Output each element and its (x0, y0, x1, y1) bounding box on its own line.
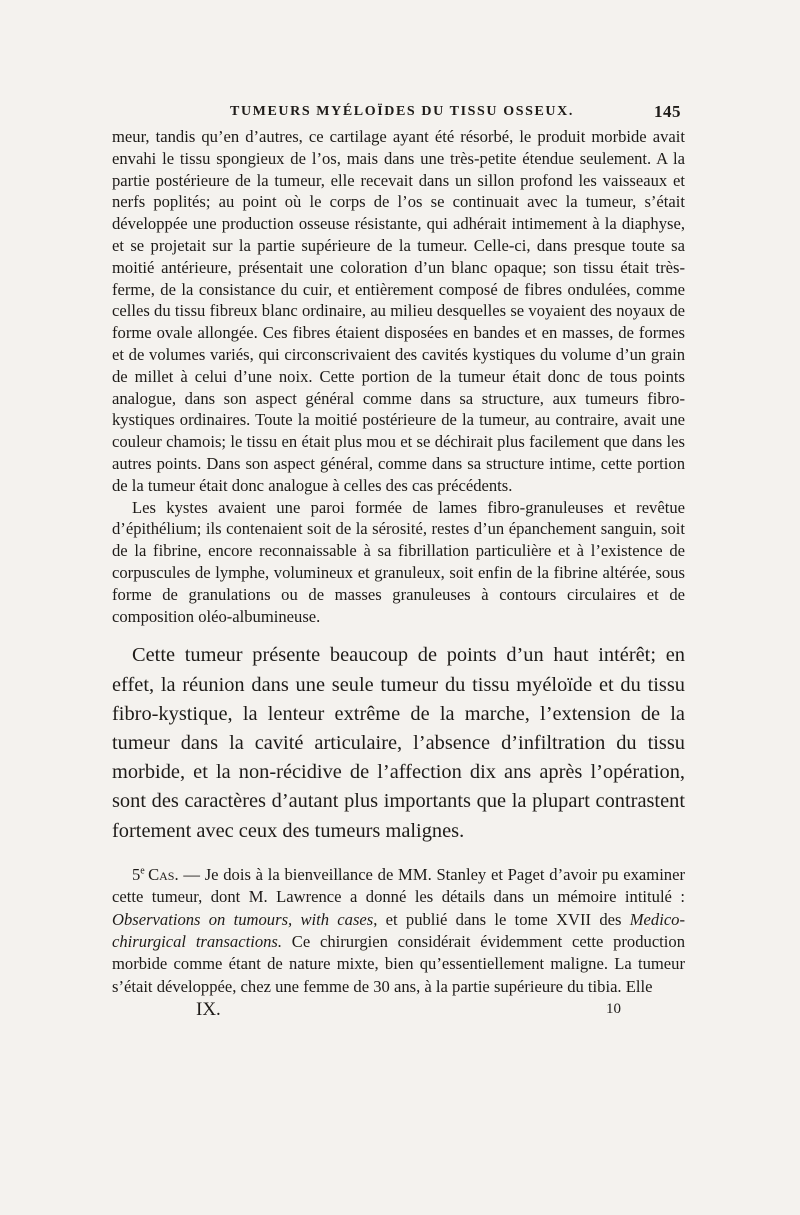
page-footer (112, 999, 685, 1025)
case-label: Cas. (148, 864, 179, 884)
paragraph-3: Cette tumeur présente beaucoup de points d’un haut intérêt; en effet, la réunion dans une seule tumeur du tissu myéloïde et du tissu fibro-kystique, la lenteur extrême de la marche, l’extension de la tumeur dans la cavité articulaire, l’absence d’infiltration du tissu morbide, et la non-récidive de l’affection dix ans après l’opération, sont des caractères d’autant plus importants que la plupart contrastent fortement avec ceux des tumeurs malignes. (112, 644, 685, 842)
running-head (112, 100, 685, 126)
case-text-b: , et publié dans le tome XVII des (373, 909, 630, 929)
case-number: 5 (132, 864, 141, 884)
sheet-number: 10 (606, 1001, 621, 1018)
paragraph-2: Les kystes avaient une paroi formée de lames fibro-granuleuses et revêtue d’épithélium; ils contenaient soit de la sérosité, restes d’un épanchement sanguin, soit de la fibrine, encore reconnaissable à sa fibrillation particulière et à l’existence de corpuscules de lymphe, volumineux et granuleux, soit enfin de la fibrine altérée, sous forme de granulations ou de masses granuleuses à contours circulaires et de composition oléo-albumineuse. (112, 497, 685, 626)
page-number: 145 (654, 102, 681, 121)
case-text-c: Ce chirurgien considérait évidemment cette production morbide comme étant de nature mixte, bien qu’essentiellement maligne. La tumeur s’était développée, chez une femme de 30 ans, à la partie supérieure du tibia. Elle (112, 931, 685, 996)
running-title: TUMEURS MYÉLOÏDES DU TISSU OSSEUX. (230, 104, 574, 119)
book-page (112, 100, 685, 1025)
paragraph-4 (112, 864, 685, 998)
case-text-a: — Je dois à la bienveillance de MM. Stanley et Paget d’avoir pu examiner cette tumeur, dont M. Lawrence a donné les détails dans un mémoire intitulé : (112, 864, 685, 907)
case-title-b: Medico-chirurgical transactions. (112, 909, 686, 951)
case-suffix: e (140, 865, 145, 877)
case-title-a: Observations on tumours, with cases (112, 909, 374, 929)
signature-mark: IX. (196, 999, 221, 1021)
paragraph-1: meur, tandis qu’en d’autres, ce cartilage ayant été résorbé, le produit morbide avait envahi le tissu spongieux de l’os, mais dans une très-petite étendue seulement. A la partie postérieure de la tumeur, elle recevait dans un sillon profond les vaisseaux et nerfs poplités; au point où le corps de l’os se continuait avec la tumeur, s’était développée une production osseuse résistante, qui adhérait intimement à la diaphyse, et se projetait sur la partie supérieure de la tumeur. Celle-ci, dans presque toute sa moitié antérieure, présentait une coloration d’un blanc opaque; son tissu était très-ferme, de la consistance du cuir, et entièrement composé de fibres ondulées, comme celles du tissu fibreux blanc ordinaire, au milieu desquelles se voyaient des noyaux de forme ovale allongée. Ces fibres étaient disposées en bandes et en masses, de formes et de volumes variés, qui circonscrivaient des cavités kystiques du volume d’un grain de millet à celui d’une noix. Cette portion de la tumeur était donc de tous points analogue, dans son aspect général comme dans sa structure, aux tumeurs fibro-kystiques ordinaires. Toute la moitié postérieure de la tumeur, au contraire, avait une couleur chamois; le tissu en était plus mou et se déchirait plus facilement que dans les autres points. Dans son aspect général, comme dans sa structure intime, cette portion de la tumeur était donc analogue à celles des cas précédents. (112, 127, 685, 495)
